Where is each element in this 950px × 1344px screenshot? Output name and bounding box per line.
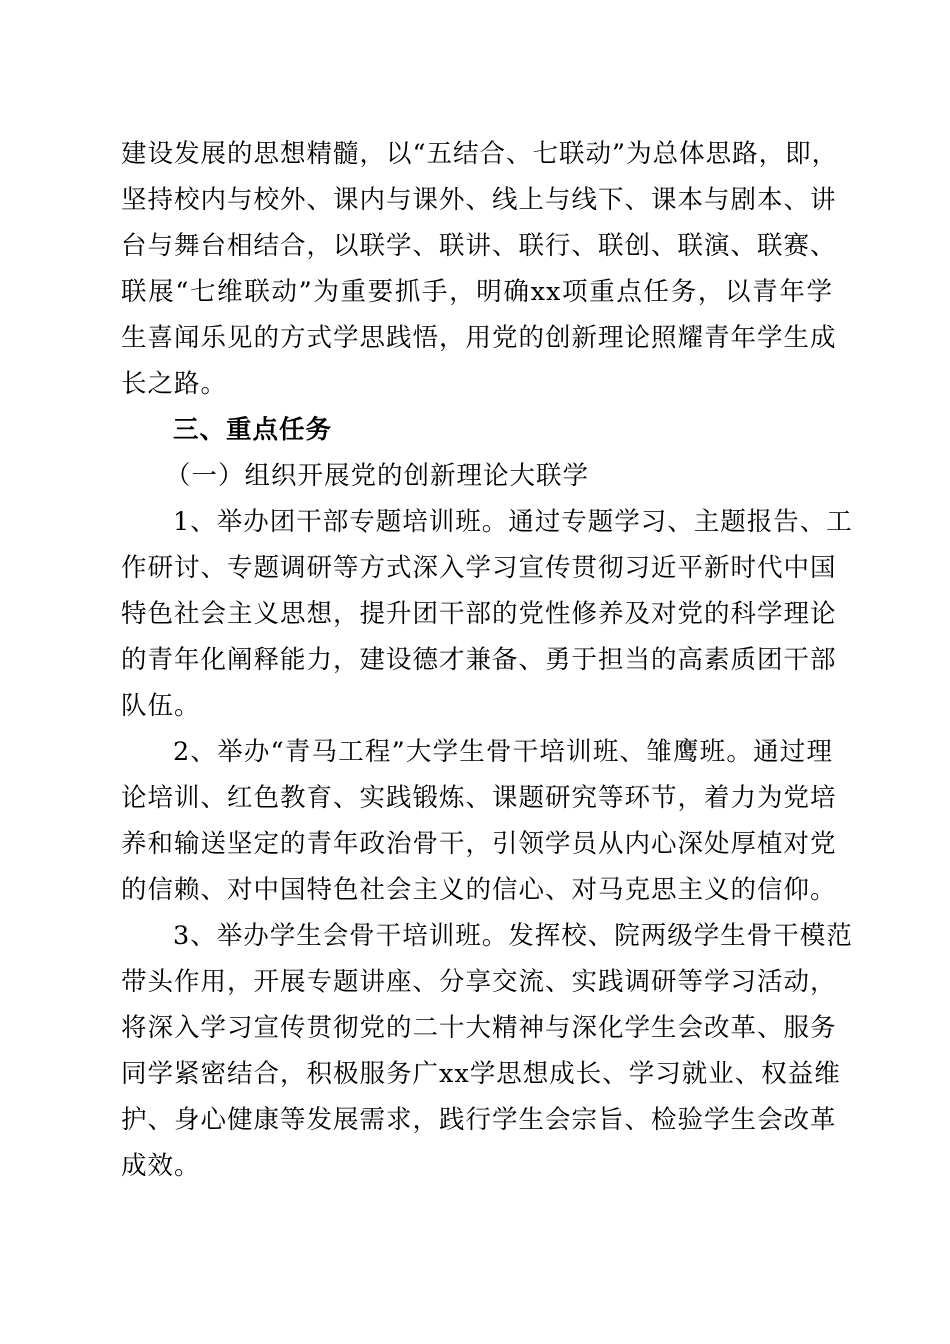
- section-heading: 三、重点任务: [173, 415, 333, 445]
- item-1-line: 队伍。: [121, 691, 201, 721]
- intro-line: 长之路。: [121, 369, 228, 399]
- item-3-line: 护、身心健康等发展需求，践行学生会宗旨、检验学生会改革: [121, 1105, 837, 1135]
- item-3-paragraph: [121, 913, 853, 1189]
- item-1-paragraph: [121, 499, 853, 729]
- item-3-line: 将深入学习宣传贯彻党的二十大精神与深化学生会改革、服务: [121, 1013, 837, 1043]
- item-3-line: 成效。: [121, 1151, 201, 1181]
- item-1-line: 作研讨、专题调研等方式深入学习宣传贯彻习近平新时代中国: [121, 553, 837, 583]
- document-page: [121, 131, 853, 1189]
- intro-line: 坚持校内与校外、课内与课外、线上与线下、课本与剧本、讲: [121, 185, 837, 215]
- item-2-line: 论培训、红色教育、实践锻炼、课题研究等环节，着力为党培: [121, 783, 837, 813]
- intro-line: 台与舞台相结合，以联学、联讲、联行、联创、联演、联赛、: [121, 231, 837, 261]
- item-3-line: 同学紧密结合，积极服务广xx学思想成长、学习就业、权益维: [121, 1059, 841, 1089]
- item-1-line: 1、举办团干部专题培训班。通过专题学习、主题报告、工: [173, 507, 853, 537]
- item-2-paragraph: [121, 729, 837, 913]
- item-2-line: 2、举办“青马工程”大学生骨干培训班、雏鹰班。通过理: [173, 737, 833, 767]
- intro-line: 联展“七维联动”为重要抓手，明确xx项重点任务，以青年学: [121, 277, 833, 307]
- item-2-line: 养和输送坚定的青年政治骨干，引领学员从内心深处厚植对党: [121, 829, 837, 859]
- intro-line: 生喜闻乐见的方式学思践悟，用党的创新理论照耀青年学生成: [121, 323, 837, 353]
- intro-paragraph: [121, 131, 839, 407]
- item-3-line: 3、举办学生会骨干培训班。发挥校、院两级学生骨干模范: [173, 921, 853, 951]
- subsection-heading: （一）组织开展党的创新理论大联学: [165, 461, 590, 491]
- item-3-line: 带头作用，开展专题讲座、分享交流、实践调研等学习活动，: [121, 967, 837, 997]
- item-1-line: 的青年化阐释能力，建设德才兼备、勇于担当的高素质团干部: [121, 645, 837, 675]
- item-1-line: 特色社会主义思想，提升团干部的党性修养及对党的科学理论: [121, 599, 837, 629]
- item-2-line: 的信赖、对中国特色社会主义的信心、对马克思主义的信仰。: [121, 875, 837, 905]
- intro-line: 建设发展的思想精髓，以“五结合、七联动”为总体思路，即，: [121, 139, 839, 169]
